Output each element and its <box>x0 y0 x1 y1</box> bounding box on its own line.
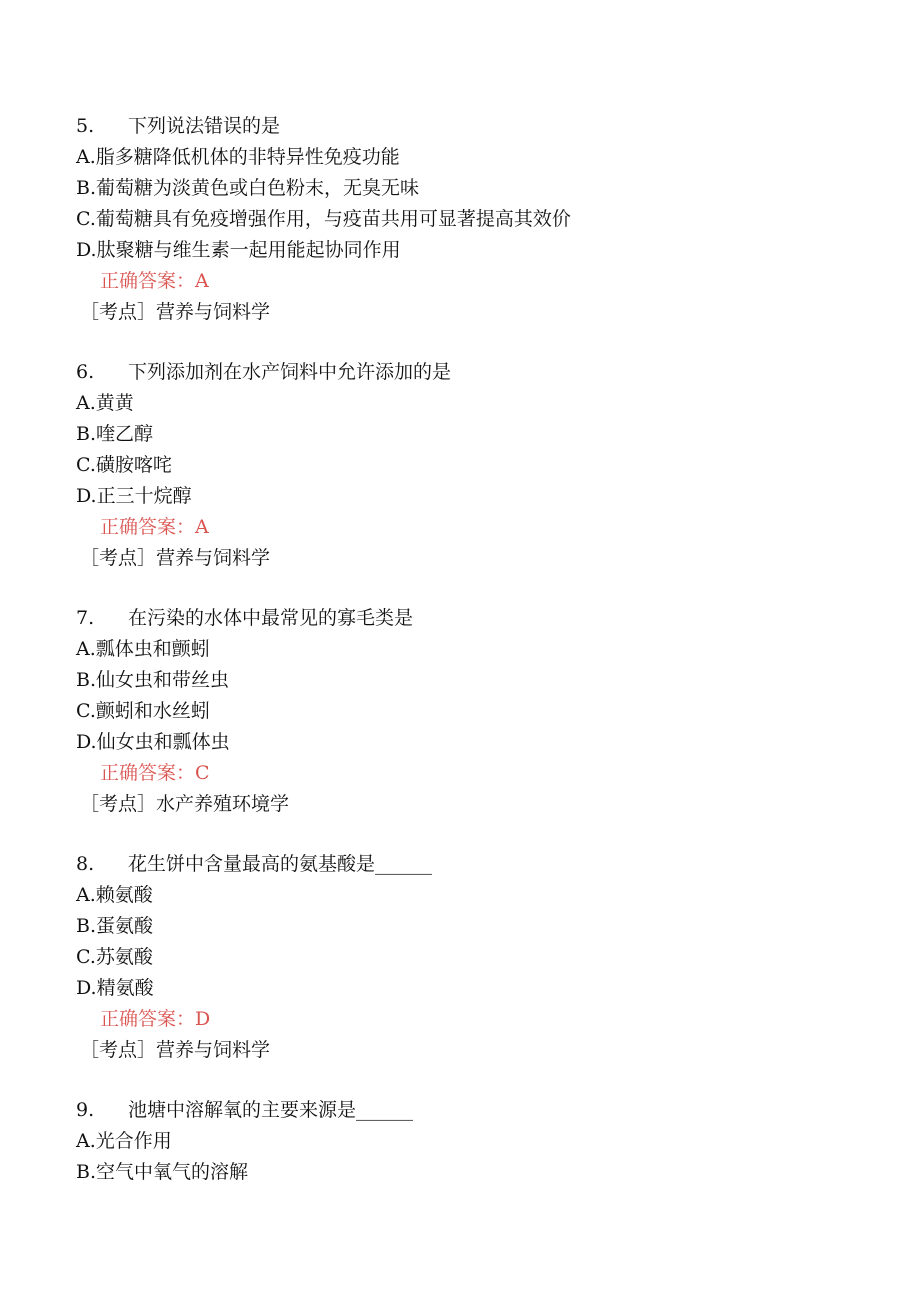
option-d: D.精氨酸 <box>76 977 154 999</box>
option-c: C.葡萄糖具有免疫增强作用，与疫苗共用可显著提高其效价 <box>76 208 571 230</box>
option-a: A.光合作用 <box>76 1130 172 1152</box>
question-number: 7. <box>76 607 95 629</box>
correct-answer <box>76 758 876 789</box>
question-text: 池塘中溶解氧的主要来源是______ <box>128 1099 414 1121</box>
correct-answer <box>76 1004 876 1035</box>
topic-note: ［考点］营养与饲料学 <box>80 1039 271 1061</box>
question-text: 下列添加剂在水产饲料中允许添加的是 <box>128 361 452 383</box>
answer-label: 正确答案： <box>100 762 196 784</box>
option-d: D.仙女虫和瓢体虫 <box>76 731 230 753</box>
question-stem <box>76 357 876 388</box>
answer-label: 正确答案： <box>100 516 196 538</box>
question-text: 花生饼中含量最高的氨基酸是______ <box>128 853 433 875</box>
answer-label: 正确答案： <box>100 270 196 292</box>
question-number: 6. <box>76 361 95 383</box>
topic-note: ［考点］水产养殖环境学 <box>80 793 290 815</box>
answer-label: 正确答案： <box>100 1008 196 1030</box>
answer-value: C <box>195 762 210 784</box>
option-d: D.正三十烷醇 <box>76 485 192 507</box>
question-text: 在污染的水体中最常见的寡毛类是 <box>128 607 414 629</box>
question-8 <box>76 849 876 1066</box>
option-b: B.蛋氨酸 <box>76 915 154 937</box>
option-b: B.空气中氧气的溶解 <box>76 1161 249 1183</box>
option-a: A.瓢体虫和颤蚓 <box>76 638 210 660</box>
question-stem <box>76 603 876 634</box>
question-7 <box>76 603 876 820</box>
question-text: 下列说法错误的是 <box>128 115 281 137</box>
correct-answer <box>76 266 876 297</box>
option-c: C.颤蚓和水丝蚓 <box>76 700 210 722</box>
option-c: C.苏氨酸 <box>76 946 153 968</box>
option-a: A.脂多糖降低机体的非特异性免疫功能 <box>76 146 400 168</box>
question-5 <box>76 111 876 328</box>
topic-note: ［考点］营养与饲料学 <box>80 301 271 323</box>
option-d: D.肽聚糖与维生素一起用能起协同作用 <box>76 239 401 261</box>
option-b: B.喹乙醇 <box>76 423 154 445</box>
option-a: A.黄黄 <box>76 392 134 414</box>
answer-value: D <box>195 1008 211 1030</box>
option-b: B.仙女虫和带丝虫 <box>76 669 230 691</box>
option-c: C.磺胺喀咤 <box>76 454 172 476</box>
question-stem <box>76 111 876 142</box>
correct-answer <box>76 512 876 543</box>
answer-value: A <box>195 270 209 292</box>
option-a: A.赖氨酸 <box>76 884 153 906</box>
question-stem <box>76 1095 876 1126</box>
topic-note: ［考点］营养与饲料学 <box>80 547 271 569</box>
question-number: 5. <box>76 115 95 137</box>
question-9 <box>76 1095 876 1188</box>
option-b: B.葡萄糖为淡黄色或白色粉末，无臭无味 <box>76 177 420 199</box>
question-number: 9. <box>76 1099 95 1121</box>
question-6 <box>76 357 876 574</box>
question-stem <box>76 849 876 880</box>
answer-value: A <box>195 516 209 538</box>
question-number: 8. <box>76 853 95 875</box>
